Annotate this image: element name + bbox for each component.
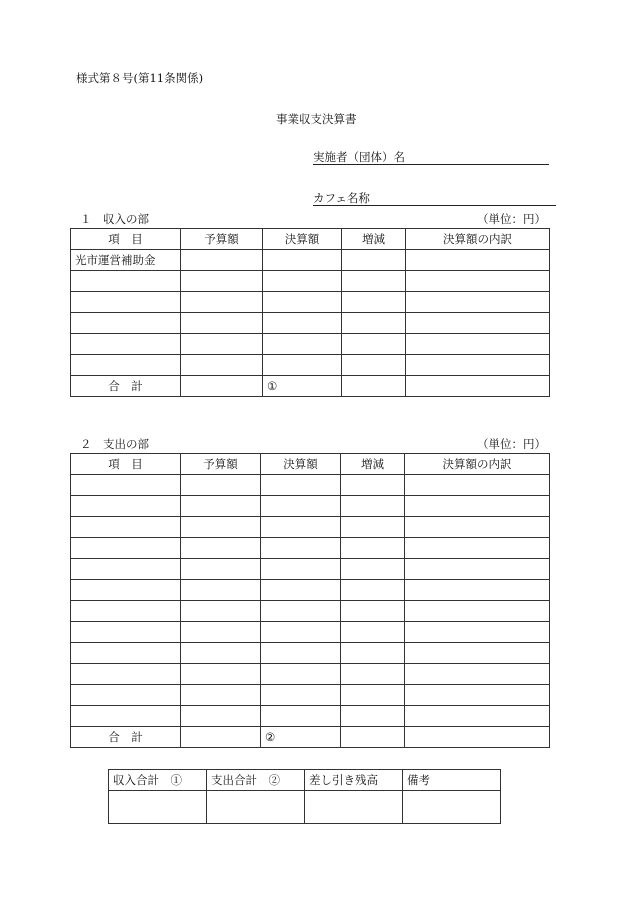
income-total-row [71,376,550,397]
table-cell[interactable] [342,334,406,355]
table-row [71,496,550,517]
income-header-row [71,229,550,250]
table-cell[interactable] [405,622,550,643]
table-cell[interactable] [71,601,181,622]
table-cell[interactable] [263,271,342,292]
summary-expense-total-cell[interactable] [207,791,305,824]
summary-expense-total-header: 支出合計 ② [207,770,305,791]
organizer-name-field[interactable] [313,149,549,165]
table-cell[interactable] [261,517,341,538]
income-heading: １ 収入の部 [80,212,149,226]
table-cell[interactable] [405,559,550,580]
table-row [71,559,550,580]
table-cell[interactable] [261,664,341,685]
table-cell[interactable] [263,292,342,313]
table-cell[interactable] [342,250,406,271]
table-cell[interactable] [181,622,261,643]
table-row [71,292,550,313]
table-cell[interactable] [71,580,181,601]
table-cell[interactable] [263,250,342,271]
table-cell[interactable] [341,559,405,580]
table-row [71,271,550,292]
organizer-name-label: 実施者（団体）名 [313,150,405,164]
table-cell[interactable] [181,376,263,397]
column-header: 決算額の内訳 [406,229,550,250]
table-row [71,334,550,355]
table-cell[interactable] [71,622,181,643]
table-cell[interactable] [181,292,263,313]
table-row [71,250,550,271]
expense-unit: （単位：円） [477,437,546,451]
table-cell[interactable] [261,706,341,727]
summary-balance-cell[interactable] [305,791,403,824]
table-cell[interactable] [261,538,341,559]
table-row [71,706,550,727]
table-cell[interactable] [261,496,341,517]
form-number: 様式第８号(第11条関係) [76,71,204,85]
income-total-label: 合 計 [71,376,181,397]
table-cell[interactable] [71,313,181,334]
table-cell[interactable] [181,706,261,727]
table-cell[interactable] [261,685,341,706]
table-row [71,517,550,538]
table-row [71,643,550,664]
column-header: 予算額 [181,454,261,475]
table-cell[interactable] [181,727,261,748]
income-unit: （単位：円） [477,212,546,226]
table-cell[interactable] [405,643,550,664]
table-cell[interactable] [263,334,342,355]
table-row [71,475,550,496]
table-cell[interactable] [181,334,263,355]
table-cell[interactable] [71,706,181,727]
expense-total-row [71,727,550,748]
table-cell[interactable] [71,685,181,706]
table-cell[interactable] [181,496,261,517]
table-cell[interactable] [181,355,263,376]
summary-value-row [109,791,501,824]
table-row [71,664,550,685]
table-cell[interactable] [341,622,405,643]
table-cell[interactable] [341,496,405,517]
expense-table [70,453,550,748]
table-cell[interactable] [181,580,261,601]
table-cell[interactable] [405,496,550,517]
table-cell[interactable] [406,313,550,334]
table-cell[interactable] [405,475,550,496]
table-cell[interactable] [181,664,261,685]
table-cell[interactable] [181,601,261,622]
table-cell[interactable] [405,580,550,601]
table-row [71,601,550,622]
table-cell[interactable] [341,601,405,622]
table-cell[interactable] [341,517,405,538]
table-cell[interactable] [181,538,261,559]
table-cell[interactable] [261,622,341,643]
column-header: 決算額 [261,454,341,475]
column-header: 増減 [342,229,406,250]
table-cell[interactable] [405,706,550,727]
summary-remarks-cell[interactable] [403,791,501,824]
table-cell[interactable] [71,334,181,355]
table-cell[interactable] [405,664,550,685]
table-cell[interactable] [341,727,405,748]
table-row [71,580,550,601]
summary-income-total-cell[interactable] [109,791,207,824]
table-cell[interactable] [406,376,550,397]
table-row [71,685,550,706]
table-row [71,538,550,559]
table-cell[interactable] [406,292,550,313]
table-cell[interactable] [263,355,342,376]
expense-heading: ２ 支出の部 [80,437,149,451]
table-row [71,313,550,334]
table-cell[interactable] [405,685,550,706]
table-cell[interactable] [263,313,342,334]
cafe-name-label: カフェ名称 [313,191,370,205]
table-cell[interactable] [405,538,550,559]
expense-section-header [80,436,546,452]
table-cell[interactable] [406,271,550,292]
income-section-header [80,211,546,227]
table-cell[interactable] [405,727,550,748]
expense-header-row [71,454,550,475]
column-header: 予算額 [181,229,263,250]
table-cell[interactable] [181,685,261,706]
column-header: 項 目 [71,454,181,475]
summary-table [108,769,501,824]
table-cell[interactable] [181,250,263,271]
column-header: 決算額 [263,229,342,250]
table-cell[interactable] [342,271,406,292]
table-row [71,355,550,376]
table-cell[interactable] [406,250,550,271]
table-cell[interactable] [181,643,261,664]
table-cell[interactable] [71,643,181,664]
table-cell[interactable] [341,538,405,559]
table-cell[interactable] [71,475,181,496]
summary-remarks-header: 備考 [403,770,501,791]
table-cell[interactable]: 光市運営補助金 [71,250,181,271]
table-cell[interactable] [181,517,261,538]
summary-income-total-header: 収入合計 ① [109,770,207,791]
table-cell[interactable] [342,355,406,376]
table-cell[interactable] [71,355,181,376]
table-cell[interactable] [341,685,405,706]
income-total-marker[interactable]: ① [263,376,342,397]
column-header: 決算額の内訳 [405,454,550,475]
table-cell[interactable] [181,271,263,292]
table-cell[interactable] [261,475,341,496]
summary-balance-header: 差し引き残高 [305,770,403,791]
table-cell[interactable] [405,517,550,538]
table-cell[interactable] [342,292,406,313]
document-title: 事業収支決算書 [276,112,357,126]
table-cell[interactable] [341,580,405,601]
table-cell[interactable] [71,271,181,292]
table-cell[interactable] [342,313,406,334]
expense-total-label: 合 計 [71,727,181,748]
table-cell[interactable] [181,475,261,496]
table-row [71,622,550,643]
column-header: 増減 [341,454,405,475]
table-cell[interactable] [71,664,181,685]
table-cell[interactable] [406,334,550,355]
table-cell[interactable] [71,517,181,538]
table-cell[interactable] [71,559,181,580]
table-cell[interactable] [405,601,550,622]
table-cell[interactable] [181,313,263,334]
table-cell[interactable] [406,355,550,376]
table-cell[interactable] [341,664,405,685]
table-cell[interactable] [71,496,181,517]
table-cell[interactable] [342,376,406,397]
table-cell[interactable] [341,706,405,727]
cafe-name-field[interactable] [313,190,556,206]
table-cell[interactable] [341,643,405,664]
column-header: 項 目 [71,229,181,250]
table-cell[interactable] [71,538,181,559]
table-cell[interactable] [261,601,341,622]
table-cell[interactable] [181,559,261,580]
table-cell[interactable] [71,292,181,313]
expense-total-marker[interactable]: ② [261,727,341,748]
income-table [70,228,550,397]
summary-header-row [109,770,501,791]
table-cell[interactable] [261,559,341,580]
table-cell[interactable] [261,643,341,664]
table-cell[interactable] [261,580,341,601]
table-cell[interactable] [341,475,405,496]
